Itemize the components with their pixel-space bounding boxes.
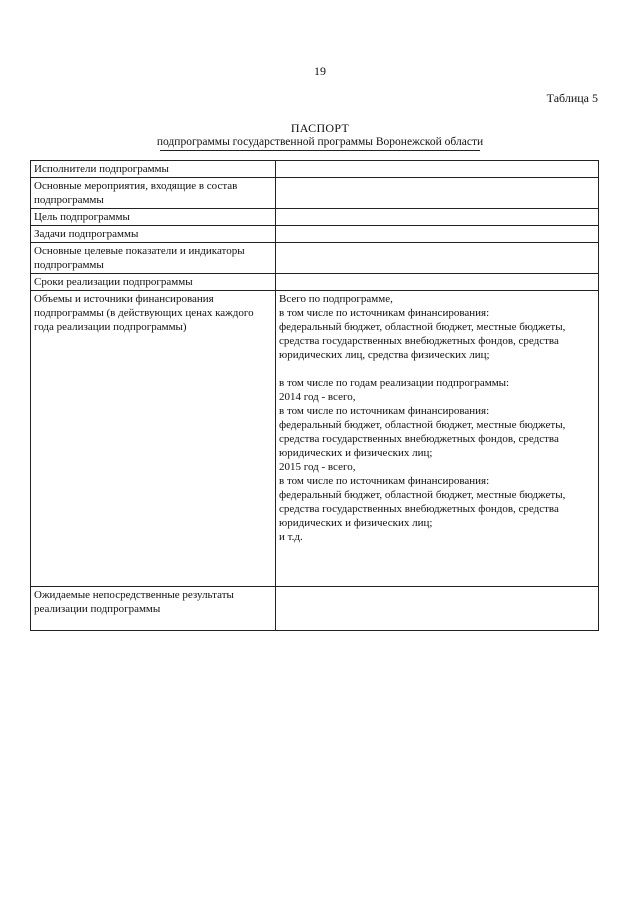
row-label-goal: Цель подпрограммы: [31, 209, 276, 226]
funding-line: [279, 362, 595, 376]
funding-line: юридических лиц, средства физических лиц;: [279, 349, 490, 361]
funding-line: федеральный бюджет, областной бюджет, местные бюджеты,: [279, 419, 566, 431]
page-number: 19: [314, 64, 326, 78]
row-label-executors: Исполнители подпрограммы: [31, 161, 276, 178]
passport-table: [30, 160, 599, 631]
row-label-timeline: Сроки реализации подпрограммы: [31, 274, 276, 291]
row-value-executors: [276, 161, 599, 178]
table-label: Таблица 5: [546, 91, 598, 105]
table-row: [31, 209, 599, 226]
funding-line: 2014 год - всего,: [279, 391, 356, 403]
table-row: [31, 178, 599, 209]
document-title: ПАСПОРТ: [290, 121, 350, 135]
funding-line: в том числе по источникам финансирования:: [279, 307, 490, 319]
row-value-funding: [276, 291, 599, 587]
funding-line: в том числе по источникам финансирования:: [279, 475, 490, 487]
row-value-target-indicators: [276, 243, 599, 274]
row-value-goal: [276, 209, 599, 226]
row-value-timeline: [276, 274, 599, 291]
funding-line: 2015 год - всего,: [279, 461, 356, 473]
funding-line: Всего по подпрограмме,: [279, 293, 393, 305]
row-label-tasks: Задачи подпрограммы: [31, 226, 276, 243]
row-value-expected-results: [276, 587, 599, 631]
funding-line: средства государственных внебюджетных фондов, средства: [279, 503, 559, 515]
table-row: [31, 226, 599, 243]
row-label-funding: Объемы и источники финансирования подпрограммы (в действующих ценах каждого года реализации подпрограммы): [31, 291, 276, 587]
row-label-expected-results: Ожидаемые непосредственные результаты реализации подпрограммы: [31, 587, 276, 631]
funding-line: в том числе по источникам финансирования:: [279, 405, 490, 417]
funding-line: юридических и физических лиц;: [279, 447, 433, 459]
title-underline: [160, 150, 480, 151]
funding-line: федеральный бюджет, областной бюджет, местные бюджеты,: [279, 321, 566, 333]
funding-line: и т.д.: [279, 531, 303, 543]
funding-line: средства государственных внебюджетных фондов, средства: [279, 433, 559, 445]
row-value-tasks: [276, 226, 599, 243]
table-row: [31, 274, 599, 291]
document-subtitle: подпрограммы государственной программы Воронежской области: [156, 136, 484, 148]
row-value-main-activities: [276, 178, 599, 209]
row-label-target-indicators: Основные целевые показатели и индикаторы подпрограммы: [31, 243, 276, 274]
table-row: [31, 291, 599, 587]
row-label-main-activities: Основные мероприятия, входящие в состав подпрограммы: [31, 178, 276, 209]
funding-line: юридических и физических лиц;: [279, 517, 433, 529]
funding-line: средства государственных внебюджетных фондов, средства: [279, 335, 559, 347]
table-row: [31, 587, 599, 631]
funding-line: в том числе по годам реализации подпрограммы:: [279, 377, 510, 389]
table-row: [31, 243, 599, 274]
table-row: [31, 161, 599, 178]
funding-line: федеральный бюджет, областной бюджет, местные бюджеты,: [279, 489, 566, 501]
